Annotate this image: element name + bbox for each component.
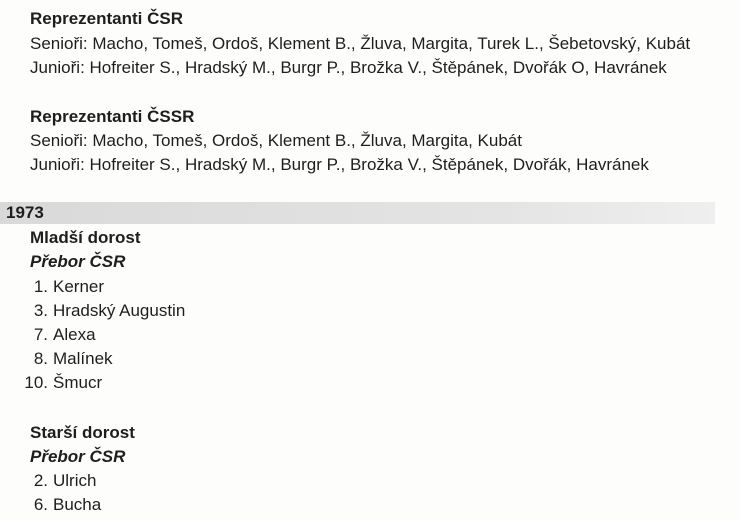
result-rank: 8.	[33, 349, 48, 368]
result-rank: 6.	[33, 495, 48, 514]
csr-juniors-line: Junioři: Hofreiter S., Hradský M., Burgr P., Brožka V., Štěpánek, Dvořák O, Havránek	[30, 58, 667, 77]
list-item	[6, 276, 104, 298]
section-heading-csr: Reprezentanti ČSR	[30, 9, 184, 28]
result-name: Malínek	[53, 349, 113, 368]
list-item	[6, 348, 113, 370]
older-competition-heading: Přebor ČSR	[30, 447, 126, 466]
younger-competition-heading: Přebor ČSR	[30, 252, 126, 271]
list-item	[6, 470, 96, 492]
list-item	[6, 494, 101, 516]
result-name: Kerner	[53, 277, 105, 296]
list-item	[6, 324, 96, 346]
younger-youth-heading: Mladší dorost	[30, 228, 141, 247]
cssr-seniors-line: Senioři: Macho, Tomeš, Ordoš, Klement B., Žluva, Margita, Kubát	[30, 131, 522, 150]
result-rank: 7.	[33, 325, 48, 344]
result-rank: 3.	[33, 301, 48, 320]
result-name: Bucha	[53, 495, 102, 514]
cssr-juniors-line: Junioři: Hofreiter S., Hradský M., Burgr P., Brožka V., Štěpánek, Dvořák, Havránek	[30, 155, 649, 174]
result-rank: 10.	[24, 373, 48, 392]
result-name: Ulrich	[53, 471, 97, 490]
older-youth-heading: Starší dorost	[30, 423, 135, 442]
result-name: Hradský Augustin	[53, 301, 186, 320]
list-item	[6, 300, 185, 322]
result-name: Šmucr	[53, 373, 103, 392]
result-rank: 2.	[33, 471, 48, 490]
result-rank: 1.	[33, 277, 48, 296]
year-label: 1973	[6, 203, 44, 222]
result-name: Alexa	[53, 325, 96, 344]
year-band	[0, 202, 715, 224]
csr-seniors-line: Senioři: Macho, Tomeš, Ordoš, Klement B., Žluva, Margita, Turek L., Šebetovský, Kubát	[30, 34, 691, 53]
section-heading-cssr: Reprezentanti ČSSR	[30, 107, 195, 126]
list-item	[6, 372, 102, 394]
